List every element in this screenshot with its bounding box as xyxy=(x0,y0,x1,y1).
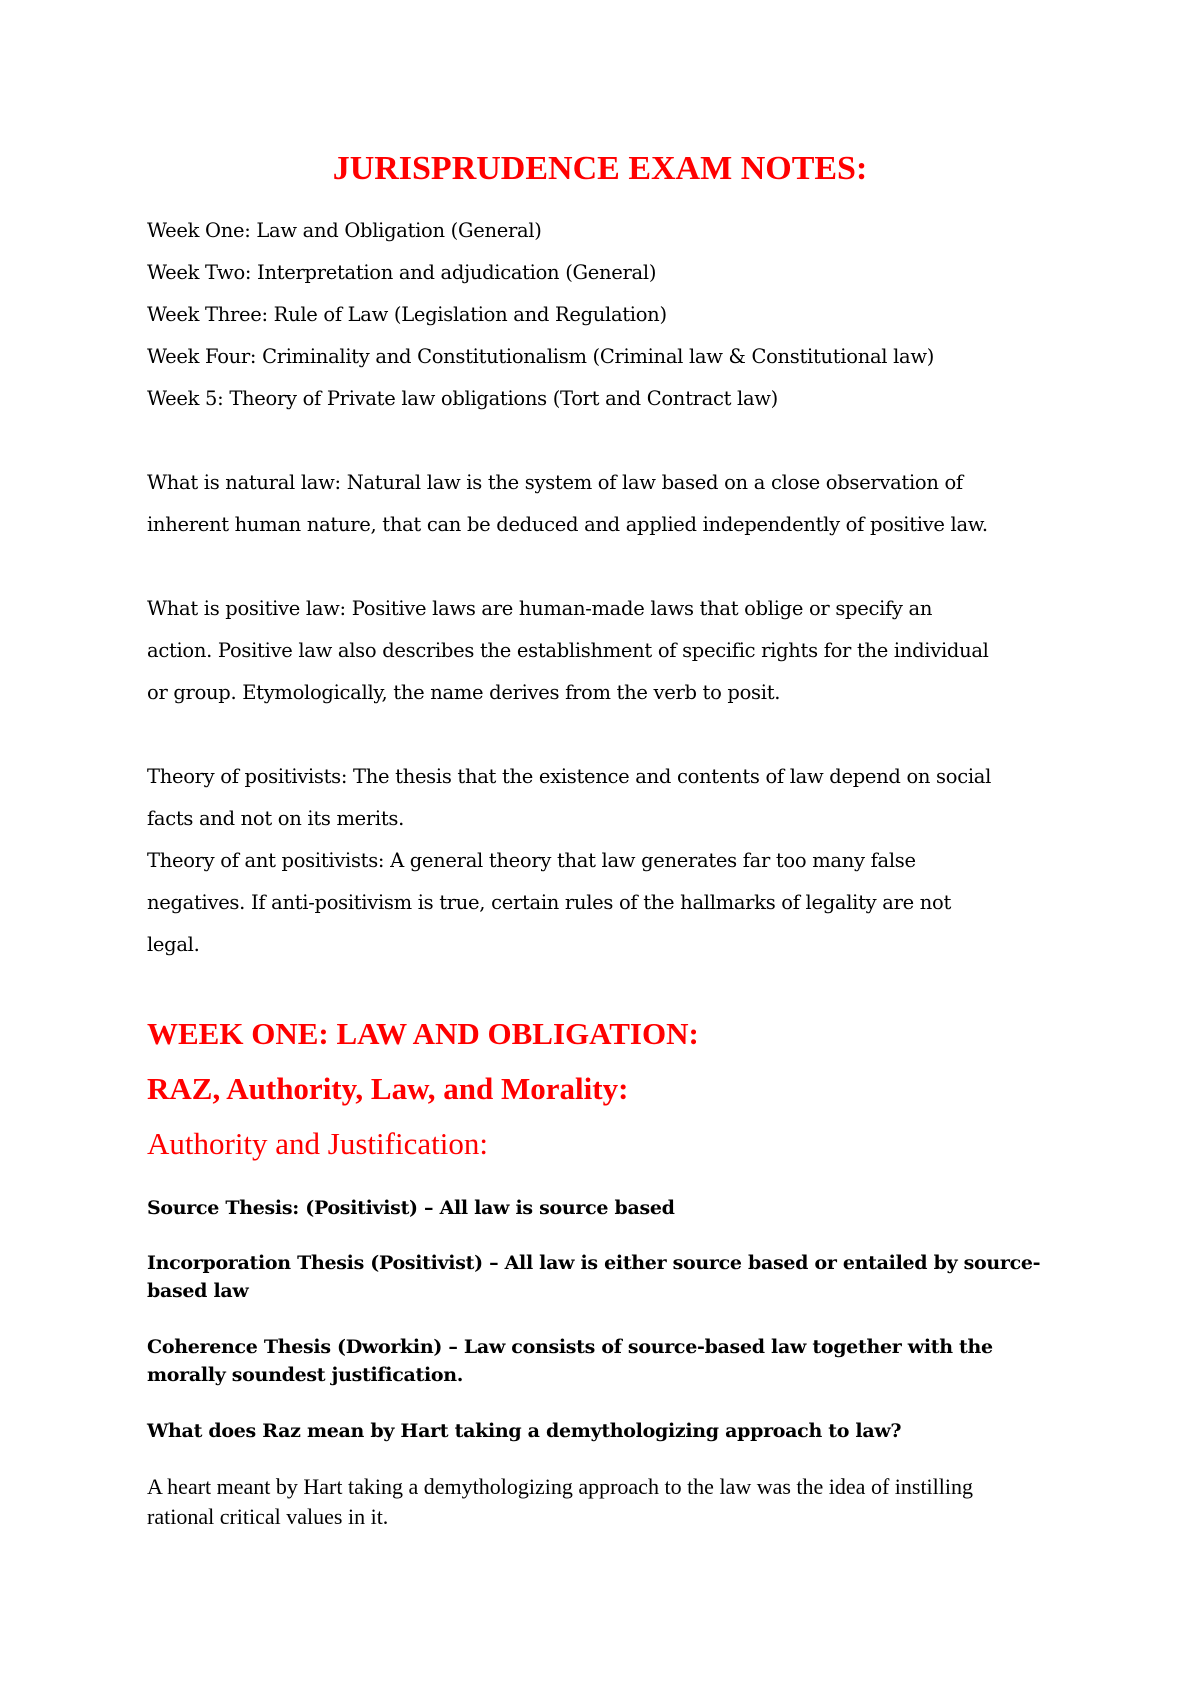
antipositivists-text: Theory of ant positivists: A general theory that law generates far too many false xyxy=(147,849,916,872)
antipositivists-text: negatives. If anti-positivism is true, certain rules of the hallmarks of legality are not xyxy=(147,891,951,914)
week-list-item: Week One: Law and Obligation (General) xyxy=(147,219,542,242)
week-one-heading: WEEK ONE: LAW AND OBLIGATION: xyxy=(147,1016,699,1051)
natural-law-text: inherent human nature, that can be deduced and applied independently of positive law. xyxy=(147,513,988,536)
week-list-item: Week 5: Theory of Private law obligations (Tort and Contract law) xyxy=(147,387,778,410)
positive-law-text: What is positive law: Positive laws are human-made laws that oblige or specify an xyxy=(147,597,933,620)
coherence-thesis: Coherence Thesis (Dworkin) – Law consists of source-based law together with the xyxy=(147,1336,993,1358)
week-list-item: Week Two: Interpretation and adjudication (General) xyxy=(147,261,657,284)
positive-law-text: or group. Etymologically, the name derives from the verb to posit. xyxy=(147,681,781,704)
incorporation-thesis: Incorporation Thesis (Positivist) – All law is either source based or entailed by source- xyxy=(147,1252,1041,1274)
positivists-text: Theory of positivists: The thesis that the existence and contents of law depend on social xyxy=(147,765,992,788)
raz-answer: rational critical values in it. xyxy=(147,1504,389,1529)
positive-law-text: action. Positive law also describes the establishment of specific rights for the individual xyxy=(147,639,989,662)
raz-answer: A heart meant by Hart taking a demythologizing approach to the law was the idea of instilling xyxy=(147,1474,973,1499)
incorporation-thesis: based law xyxy=(147,1280,249,1302)
week-list-item: Week Three: Rule of Law (Legislation and Regulation) xyxy=(147,303,667,326)
raz-heading: RAZ, Authority, Law, and Morality: xyxy=(147,1071,629,1106)
positivists-text: facts and not on its merits. xyxy=(147,807,405,830)
antipositivists-text: legal. xyxy=(147,933,200,956)
raz-question: What does Raz mean by Hart taking a demythologizing approach to law? xyxy=(147,1420,902,1442)
authority-heading: Authority and Justification: xyxy=(147,1126,488,1161)
document-title: JURISPRUDENCE EXAM NOTES: xyxy=(332,150,868,187)
week-list-item: Week Four: Criminality and Constitutionalism (Criminal law & Constitutional law) xyxy=(147,345,935,368)
natural-law-text: What is natural law: Natural law is the system of law based on a close observation of xyxy=(147,471,963,494)
coherence-thesis: morally soundest justification. xyxy=(147,1364,464,1386)
source-thesis: Source Thesis: (Positivist) – All law is source based xyxy=(147,1197,675,1219)
